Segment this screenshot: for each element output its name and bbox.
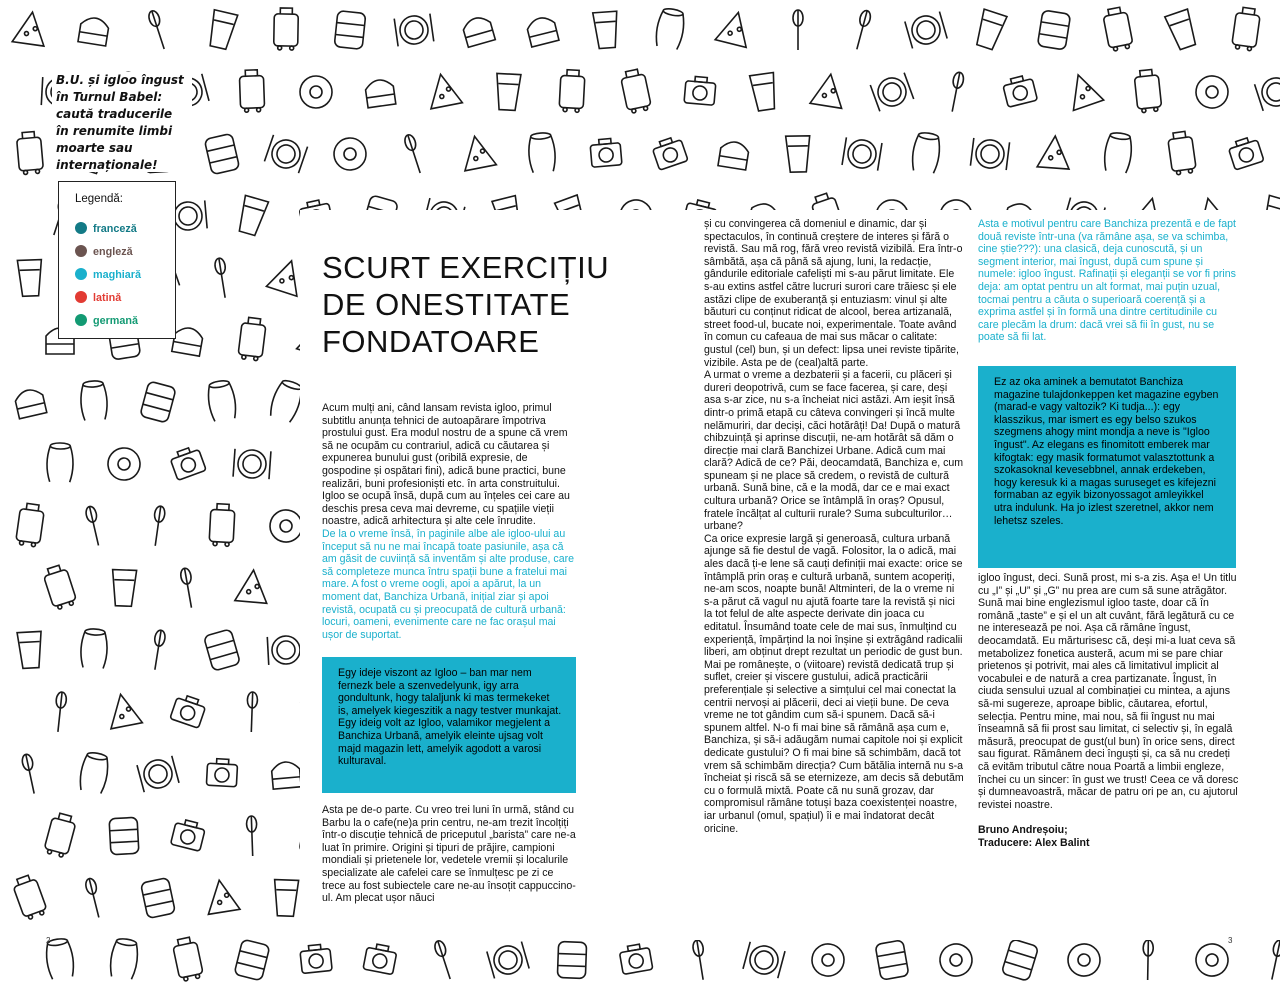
paragraph: A urmat o vreme a dezbaterii și a facerii, cu plăceri și dureri deopotrivă, cum se face facerea, și care, deși asa s-ar zice, nu s-a încheiat nici astăzi. Am ieșit însă dintr-o primă etapă cu câteva convingeri și încă multe nelămuriri, dar deciși, căci hotărâți! Da! După o matură chibzuință și aprinse discuții, ne-am hotărât să dăm o direcție mai clară Banchizei Urbane. Adică cum mai clară? Adică de ce? Păi, deocamdată, Banchiza e, cum spuneam și ne place să credem, o revistă de cultură urbană. Sună bine, că e la modă, dar ce e mai exact cultura urbană? Orice se întâmplă în oraș? Opusul, fratele încălțat al culturii rurale? Suma subculturilor… urbane? xyxy=(704,369,964,533)
legend-item-english: engleză xyxy=(75,245,133,258)
column-1 xyxy=(322,402,578,641)
legend-item-german: germană xyxy=(75,314,138,327)
paragraph: și cu convingerea că domeniul e dinamic, dar și spectaculos, în continuă creștere de interes și fără o revistă. Sau mă rog, fără vreo revistă vizibilă. Era într-o sâmbătă, așa că până să ajung, luni, la redacție, gândurile editoriale cafeliști mi s-au părut limitate. Ele s-au extins astfel către lucruri surori care trăiesc și ele astăzi clipe de exuberanță și entuziasm: vinul și alte băuturi cu conținut ridicat de alcool, berea artizanală, street food-ul, bucate noi, experimentale. Toate având în comun cu cafeaua de mai sus măcar o calitate: gustul (cel) bun, și un defect: lipsa unei reviste tipărite, vizibile. Asta pe de (ceal)altă parte. xyxy=(704,218,963,369)
paragraph: Ca orice expresie largă și generoasă, cultura urbană ajunge să fie destul de vagă. Folositor, la o adică, mai ales dacă ți-e lene să cauți definiții mai exacte: orice se întâmplă prin oraș e cultură urbană, suntem acoperiți, ne-am scos, noapte bună! Altminteri, de la o vreme ni s-a părut că vagul nu ajută foarte tare la revistă și nici la tot felul de alte aspecte derivate din joaca cu editatul. Însumând toate cele de mai sus, înmulțind cu experiență, împărțind la noi înșine și extrăgând radicalii liberi, am obținut drept rezultat un periodic de gust bun. Mai pe românește, o (viitoare) revistă dedicată trup și suflet, creier și viscere gustului, adică practicării preferențiale și selective a simțului cel mai conectat la centrii nervoși ai plăcerii, deci ai vieții bune. De ceva vreme ne tot gândim cum să-i spunem. Dacă să-i spunem altfel. N-o fi mai bine să rămână așa cum e, Banchiza, și să-i adăugăm numai capitole noi și explicit dedicate gustului? O fi mai bine să schimbăm, dacă tot vrem să schimbăm direcția? Cum bătălia internă nu s-a încheiat și riscă să se eternizeze, am decis să debutăm cu o formulă mixtă. Poate că nu sună grozav, dar compromisul rămâne totuși baza coexistenței noastre, iar urbanul (omul, spațiul) îi e mai îndatorat decât oricine. xyxy=(704,532,964,835)
page-number-right: 3 xyxy=(1228,936,1233,945)
latin-dot-icon xyxy=(75,291,87,303)
column-3-continued xyxy=(978,572,1240,849)
paragraph-french: De la o vreme însă, în paginile albe ale igloo-ului au început să nu ne mai încapă toate pasiunile, așa că am găsit de cuviință să inventăm și alte produse, care să completeze munca întru spații bune a fratelui mai mare. A fost o vreme oogli, apoi a apărut, la un moment dat, Banchiza Urbană, inițial ziar și apoi revistă, ocupată cu și preocupată de cultură urbană: locuri, oameni, evenimente care ne fac orașul mai ușor de suportat. xyxy=(322,527,575,641)
legend-box xyxy=(58,181,176,339)
paragraph: Acum mulți ani, când lansam revista igloo, primul subtitlu anunța tehnici de autoapărare împotriva prostului gust. Era modul nostru de a spune că vrem să ne ocupăm cu contrariul, adică cu căutarea și expunerea bunului gust (oribilă expresie, de gospodine și ospătari fini), adică bune practici, bune realizări, buni profesioniști etc. în arta construitului. Igloo se ocupă însă, după cum au înțeles cei care au deschis presa ceva mai devreme, cu spațiile vieții noastre, adică arhitectura și alte cele înrudite. xyxy=(322,402,570,528)
paragraph-french: Asta e motivul pentru care Banchiza prezentă e de fapt două reviste într-una (va rămâne așa, se va schimba, cine știe???): una clasică, deja cunoscută, și un segment interior, mai îngust, după cum spune și numele: igloo îngust. Rafinații și eleganții se vor fi prins deja: am optat pentru un alt format, mai puțin uzual, tocmai pentru a căuta o superioară coerență și a exprima astfel și în formă una dintre certitudinile cu care plecăm la drum: dacă vrei să fii în gust, nu se poate să fii lat. xyxy=(978,218,1236,344)
legend-title: Legendă: xyxy=(75,193,123,205)
paragraph: igloo îngust, deci. Sună prost, mi s-a zis. Așa e! Un titlu cu „I” și „U” și „G” nu prea are cum să sune atrăgător. Sună mai bine englezismul igloo taste, doar că în română „taste” e și el un alt cuvânt, fără legătură cu ce ne interesează pe noi. Așa că rămâne îngust, deocamdată. Eu mărturisesc că, deși mi-a luat ceva să metabolizez fonetica austeră, acum mi se pare chiar prietenos și potrivit, mai ales că limitativul implicit al vocabulei e de natură a crea partizanate. Îngust, în ciuda sensului uzual al combinației cu mintea, a ajuns să-mi sugereze, aproape biblic, căutarea, efortul, selecția. Pentru mine, mai nou, să fii îngust nu mai înseamnă să fii prost sau limitat, ci selectiv și, în egală măsură, preocupat de gust(ul bun) în orice sens, direct sau figurat. Rămânem deci înguști și, ca să nu credeți că evităm tributul către noua Poartă a limbii engleze, închei cu un sincer: în gust we trust! Ceea ce vă doresc și dumneavoastră, măcar de patru ori pe an, cu ajutorul revistei noastre. xyxy=(978,572,1239,811)
sidebar-teaser: B.U. și igloo îngust în Turnul Babel: caută traducerile în renumite limbi moarte sau internaționale! xyxy=(52,72,192,172)
author-name: Bruno Andreșoiu; xyxy=(978,824,1068,837)
page-number-left: 2 xyxy=(46,936,51,945)
legend-item-latin: latină xyxy=(75,291,121,304)
german-dot-icon xyxy=(75,314,87,326)
hungarian-box-1: Egy ideje viszont az Igloo – ban mar nem fernezk bele a szenvedelyunk, igy arra gondultunk, hogy talaljunk ki mas termekeket is, amelyek kiegeszitik a nagy testver munkajat. Egy ideig volt az Igloo, valamikor megjelent a Banchiza Urbană, amelyik eleinte ujsag volt majd magazin lett, amelyik agodott a varosi kulturaval. xyxy=(322,657,576,793)
column-1-continued xyxy=(322,804,578,905)
hungarian-box-2: Ez az oka aminek a bemutatot Banchiza magazine tulajdonkeppen ket magazine egyben (marad-e vagy valtozik? Ki tudja...): egy klasszikus, mar ismert es egy belso szukos szegmens ahogy mint mondja a neve is "Igloo îngust". Az elegans es finomitott emberek mar kifogtak: egy masik formatumot valasztottunk a szokasoknal kevesebbnel, annak erdekeben, hogy keresuk ki a magas suruseget es kifejezni formaban az egyik bizonyossagot amleyikkel utra indulunk. Ha jo izlest szeretnel, akkor nem lehetsz szeles. xyxy=(978,366,1236,568)
french-dot-icon xyxy=(75,222,87,234)
legend-item-french: franceză xyxy=(75,222,137,235)
translator-name: Traducere: Alex Balint xyxy=(978,836,1090,849)
hungarian-dot-icon xyxy=(75,268,87,280)
article-title: SCURT EXERCIȚIU DE ONESTITATE FONDATOARE xyxy=(322,249,610,359)
english-dot-icon xyxy=(75,245,87,257)
paragraph: Asta pe de-o parte. Cu vreo trei luni în urmă, stând cu Barbu la o cafe(ne)a prin centru, ne-am trezit încolțiți într-o discuție tehnică de priceputul „barista” care ne-a luat în primire. Origini și tipuri de prăjire, campioni mondiali și prietenele lor, vedetele vremii și localurile specializate ale cafelei care se înmulțesc pe zi ce trece au fost subiectele care ne-au însoțit cappuccino-ul. Am plecat ușor năuci xyxy=(322,804,576,905)
column-2 xyxy=(704,218,964,835)
legend-item-hungarian: maghiară xyxy=(75,268,141,281)
column-3 xyxy=(978,218,1240,344)
